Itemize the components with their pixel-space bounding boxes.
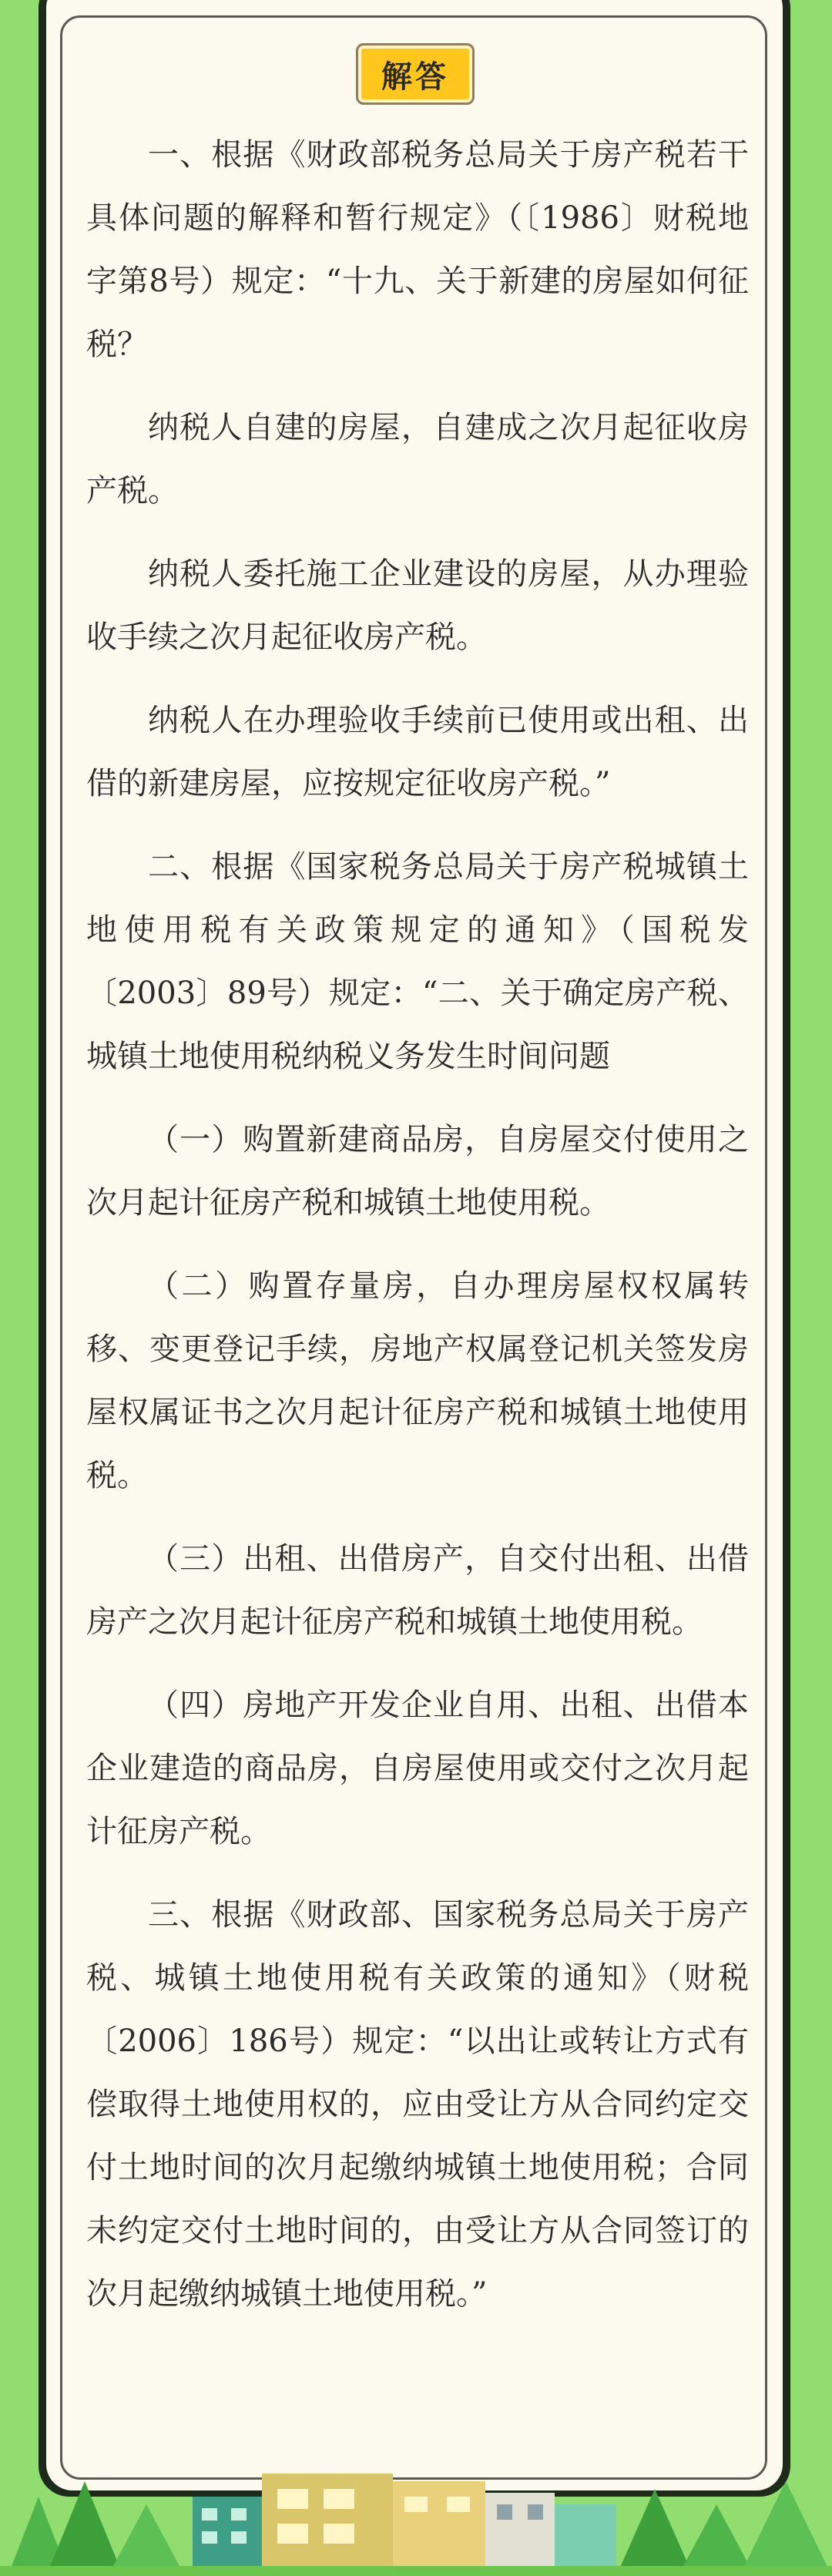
building-icon (485, 2493, 555, 2576)
paragraph-3: 纳税人委托施工企业建设的房屋，从办理验收手续之次月起征收房产税。 (86, 556, 749, 655)
answer-content (86, 123, 749, 2346)
building-icon (555, 2504, 616, 2576)
paragraph-4: 纳税人在办理验收手续前已使用或出租、出借的新建房屋，应按规定征收房产税。” (86, 703, 749, 801)
tree-icon (616, 2481, 832, 2576)
paragraph-5: 二、根据《国家税务总局关于房产税城镇土地使用税有关政策规定的通知》（国税发〔2003〕89号）规定：“二、关于确定房产税、城镇土地使用税纳税义务发生时间问题 (86, 849, 749, 1074)
paragraph-6: （一）购置新建商品房，自房屋交付使用之次月起计征房产税和城镇土地使用税。 (86, 1122, 749, 1221)
paragraph-1: 一、根据《财政部税务总局关于房产税若干具体问题的解释和暂行规定》（〔1986〕财税地字第8号）规定：“十九、关于新建的房屋如何征税？ (86, 137, 749, 362)
paragraph-9: （四）房地产开发企业自用、出租、出借本企业建造的商品房，自房屋使用或交付之次月起计征房产税。 (86, 1688, 749, 1849)
town-footer-illustration (0, 2450, 832, 2576)
answer-badge: 解答 (356, 43, 475, 105)
paragraph-2: 纳税人自建的房屋，自建成之次月起征收房产税。 (86, 410, 749, 509)
paragraph-10: 三、根据《财政部、国家税务总局关于房产税、城镇土地使用税有关政策的通知》（财税〔2006〕186号）规定：“以出让或转让方式有偿取得土地使用权的，应由受让方从合同约定交付土地时间的次月起缴纳城镇土地使用税；合同未约定交付土地时间的，由受让方从合同签订的次月起缴纳城镇土地使用税。” (86, 1897, 749, 2312)
tree-icon (8, 2481, 185, 2576)
paragraph-7: （二）购置存量房，自办理房屋权权属转移、变更登记手续，房地产权属登记机关签发房屋权属证书之次月起计征房产税和城镇土地使用税。 (86, 1268, 749, 1493)
building-icon (393, 2481, 485, 2576)
paragraph-8: （三）出租、出借房产，自交付出租、出借房产之次月起计征房产税和城镇土地使用税。 (86, 1541, 749, 1640)
